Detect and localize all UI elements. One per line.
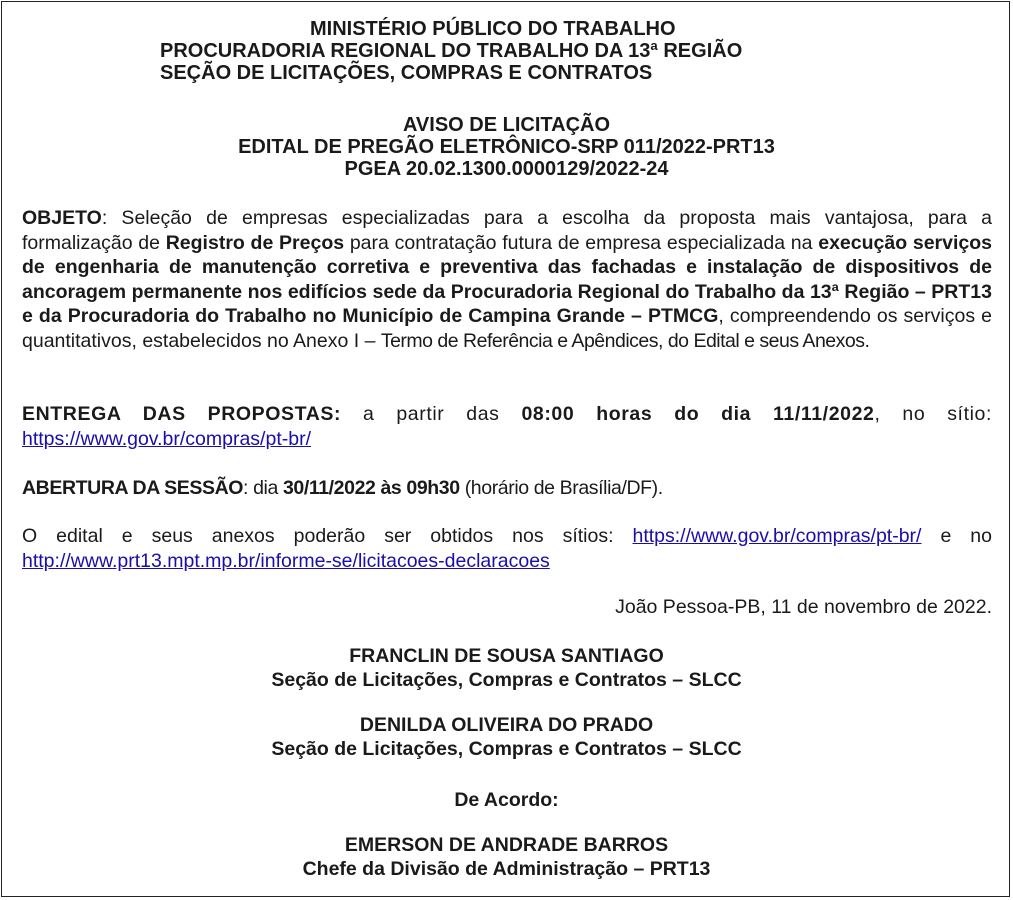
institution-header: [0, 18, 1013, 84]
signatory-role: Seção de Licitações, Compras e Contratos – SLCC: [271, 738, 742, 760]
abertura-datetime: 30/11/2022 às 09h30: [282, 477, 460, 499]
place-date: João Pessoa-PB, 11 de novembro de 2022.: [615, 596, 992, 618]
notice-title: AVISO DE LICITAÇÃO: [402, 114, 611, 136]
signatory-name: DENILDA OLIVEIRA DO PRADO: [359, 714, 654, 736]
objeto-registro-precos: Registro de Preços: [165, 231, 345, 254]
de-acordo-label: De Acordo:: [454, 789, 559, 811]
org-line-2: PROCURADORIA REGIONAL DO TRABALHO DA 13ª REGIÃO: [160, 40, 743, 62]
entrega-text-1: a partir das: [341, 403, 522, 425]
objeto-label: OBJETO: [22, 207, 102, 229]
signatory-name: EMERSON DE ANDRADE BARROS: [344, 834, 669, 856]
edital-info-text-2: e no: [921, 525, 992, 547]
objeto-paragraph: [22, 206, 992, 353]
objeto-text-2: para contratação futura de empresa especializada na: [344, 231, 819, 254]
org-line-1: MINISTÉRIO PÚBLICO DO TRABALHO: [310, 18, 676, 40]
entrega-paragraph: [22, 402, 992, 451]
pgea-id: PGEA 20.02.1300.0000129/2022-24: [344, 158, 669, 180]
org-line-3: SEÇÃO DE LICITAÇÕES, COMPRAS E CONTRATOS: [160, 62, 653, 84]
edital-info-text-1: O edital e seus anexos poderão ser obtidos nos sítios:: [22, 525, 633, 547]
objeto-servico-descricao: execução serviços de engenharia de manutenção corretiva e preventiva das fachadas e instalação de dispositivos de ancoragem permanente nos edifícios sede da Procuradoria Regional do Trabalho da 13ª Região – PRT13 e da Procuradoria do Trabalho no Município de Campina Grande – PTMCG: [22, 231, 992, 327]
objeto-text-1: : Seleção de empresas especializadas para a escolha da proposta mais vantajosa, para a formalização de: [22, 207, 992, 254]
abertura-paragraph: [22, 476, 992, 501]
signatory-name: FRANCLIN DE SOUSA SANTIAGO: [349, 645, 664, 667]
signature-block-3: [0, 833, 1013, 881]
compras-link[interactable]: https://www.gov.br/compras/pt-br/: [632, 525, 922, 547]
entrega-link[interactable]: https://www.gov.br/compras/pt-br/: [22, 427, 311, 450]
signature-block-1: [0, 644, 1013, 692]
objeto-text-4: Termo de Referência e Apêndices, do Edital e seus Anexos.: [380, 329, 870, 352]
notice-header: [0, 114, 1013, 180]
signatory-role: Seção de Licitações, Compras e Contratos – SLCC: [271, 669, 742, 691]
entrega-label: ENTREGA DAS PROPOSTAS:: [22, 403, 342, 425]
abertura-text-1: : dia: [243, 477, 283, 499]
edital-info-paragraph: [22, 524, 992, 573]
signature-block-2: [0, 713, 1013, 761]
edital-id: EDITAL DE PREGÃO ELETRÔNICO-SRP 011/2022-PRT13: [238, 136, 775, 158]
abertura-text-2: (horário de Brasília/DF).: [459, 477, 663, 499]
prt13-link[interactable]: http://www.prt13.mpt.mp.br/informe-se/licitacoes-declaracoes: [22, 549, 550, 572]
entrega-datetime: 08:00 horas do dia 11/11/2022: [521, 403, 875, 425]
signatory-role: Chefe da Divisão de Administração – PRT13: [302, 858, 711, 880]
objeto-text-3: , compreendendo os serviços e quantitativos, estabelecidos no Anexo I –: [22, 305, 992, 352]
abertura-label: ABERTURA DA SESSÃO: [22, 477, 244, 499]
entrega-text-2: , no sítio:: [874, 403, 992, 425]
